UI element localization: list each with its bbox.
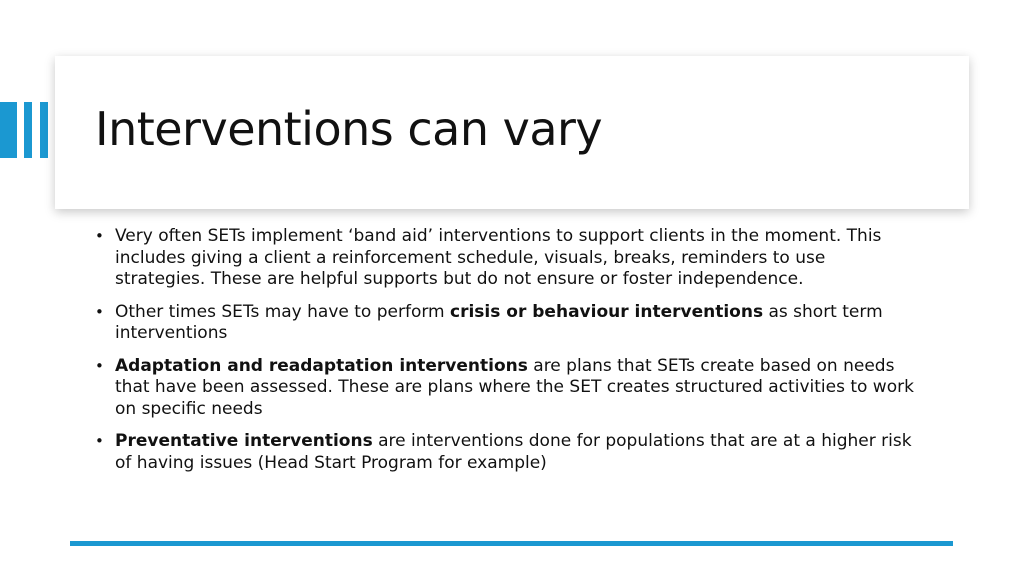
accent-bar-3 bbox=[40, 102, 48, 158]
bullet-text-after: as short term interventions bbox=[115, 301, 883, 343]
bullet-item bbox=[95, 356, 915, 421]
bullet-bold-text: Preventative interventions bbox=[115, 431, 373, 451]
bullet-dot: • bbox=[95, 302, 104, 321]
bullet-dot: • bbox=[95, 227, 104, 245]
bottom-accent-line bbox=[70, 541, 953, 546]
bullet-list bbox=[95, 226, 915, 485]
bullet-item bbox=[95, 431, 915, 474]
bullet-text: Other times SETs may have to perform bbox=[115, 301, 451, 322]
bullet-dot: • bbox=[95, 432, 104, 450]
accent-bar-2 bbox=[24, 102, 32, 158]
title-card bbox=[55, 56, 969, 209]
accent-bar-1 bbox=[0, 102, 17, 158]
bullet-bold-text: crisis or behaviour interventions bbox=[450, 301, 764, 322]
bullet-text-after: are plans that SETs create based on needs that have been assessed. These are plans where the SET creates structured activities to work on specific needs bbox=[115, 355, 914, 419]
slide-title: Interventions can vary bbox=[95, 102, 603, 156]
bullet-text-after: are interventions done for populations that are at a higher risk of having issues (Head Start Program for example) bbox=[115, 431, 912, 473]
bullet-dot: • bbox=[95, 356, 104, 375]
bullet-bold-text: Adaptation and readaptation interventions bbox=[115, 355, 528, 376]
bullet-item bbox=[95, 226, 915, 291]
bullet-text: Very often SETs implement ‘band aid’ interventions to support clients in the moment. This includes giving a client a reinforcement schedule, visuals, breaks, reminders to use strategies. These are helpful supports but do not ensure or foster independence. bbox=[115, 226, 882, 289]
bullet-item bbox=[95, 302, 915, 345]
